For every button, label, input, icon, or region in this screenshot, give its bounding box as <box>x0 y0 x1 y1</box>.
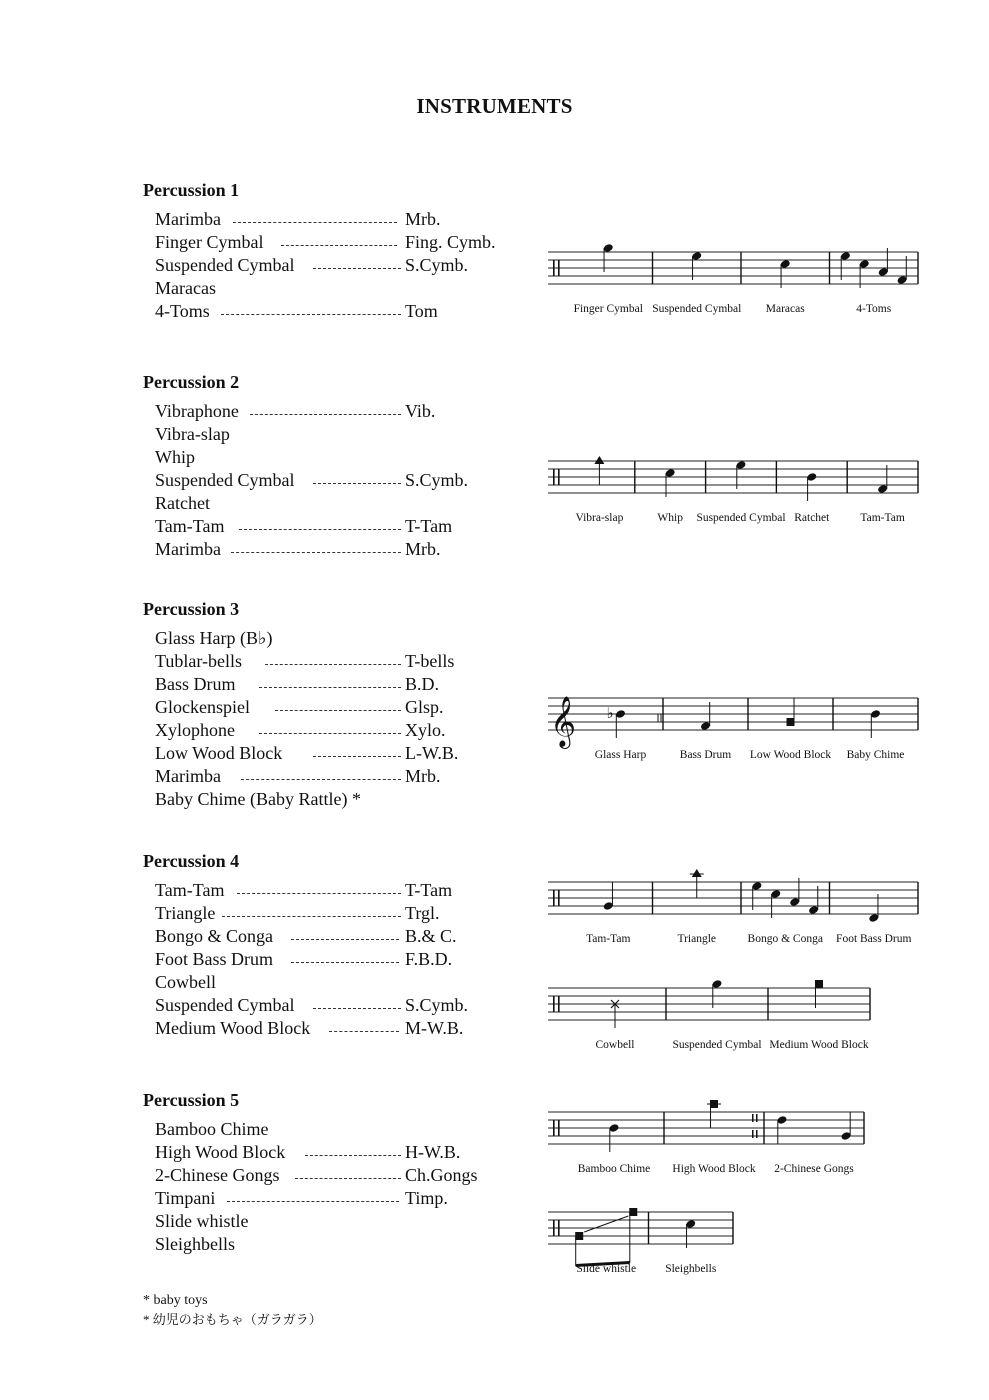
instrument-abbr: T-Tam <box>405 880 453 900</box>
staff-percussion-4b <box>548 976 870 1051</box>
square-notehead <box>575 1232 583 1240</box>
page-title: INSTRUMENTS <box>416 94 573 118</box>
staff-percussion-5a <box>548 1100 864 1175</box>
leader-dashes <box>265 664 401 665</box>
measure-label: Medium Wood Block <box>769 1039 869 1051</box>
instrument-name: Sleighbells <box>155 1234 235 1254</box>
instrument-row <box>155 1141 461 1164</box>
section-percussion-1 <box>143 179 496 323</box>
instrument-abbr: B.& C. <box>405 926 457 946</box>
staff-percussion-5b <box>548 1200 733 1275</box>
measure-label: 2-Chinese Gongs <box>774 1163 854 1175</box>
instrument-row <box>155 1187 448 1210</box>
measure-label: Vibra-slap <box>575 512 624 524</box>
section-heading: Percussion 5 <box>143 1090 240 1110</box>
footnote-english: * baby toys <box>143 1293 208 1308</box>
instrument-abbr: Ch.Gongs <box>405 1165 478 1185</box>
instrument-abbr: Fing. Cymb. <box>405 232 496 252</box>
instrument-abbr: S.Cymb. <box>405 255 469 275</box>
instrument-row <box>155 515 453 538</box>
instrument-row <box>155 650 455 673</box>
measure-label: Tam-Tam <box>586 933 631 945</box>
instrument-abbr: Xylo. <box>405 720 446 740</box>
notation-staff <box>548 1200 733 1275</box>
leader-dashes <box>305 1155 401 1156</box>
notation-staff <box>548 870 918 945</box>
leader-dashes <box>275 710 401 711</box>
section-heading: Percussion 4 <box>143 851 240 871</box>
instrument-abbr: Glsp. <box>405 697 444 717</box>
instrument-name: Slide whistle <box>155 1211 249 1231</box>
measure-label: Bamboo Chime <box>577 1163 651 1175</box>
instrument-row <box>155 254 469 277</box>
instrument-name: Finger Cymbal <box>155 232 264 252</box>
square-notehead <box>815 980 823 988</box>
instrument-name: Medium Wood Block <box>155 1018 311 1038</box>
section-percussion-5 <box>143 1089 478 1256</box>
instrument-abbr: Vib. <box>405 401 436 421</box>
instrument-row <box>155 742 459 765</box>
measure-label: Whip <box>657 512 683 524</box>
percussion-clef-change-icon <box>752 1114 754 1122</box>
instrument-name: Marimba <box>155 209 221 229</box>
instrument-abbr: Mrb. <box>405 209 441 229</box>
instrument-abbr: Timp. <box>405 1188 448 1208</box>
percussion-clef-icon <box>553 890 555 906</box>
leader-dashes <box>313 483 401 484</box>
instrument-name: 2-Chinese Gongs <box>155 1165 280 1185</box>
instrument-row <box>155 1017 464 1040</box>
instrument-row <box>155 719 446 742</box>
instrument-name: Vibra-slap <box>155 424 230 444</box>
section-heading: Percussion 1 <box>143 180 240 200</box>
flat-icon: ♭ <box>606 704 614 722</box>
instrument-name: Xylophone <box>155 720 235 740</box>
percussion-clef-icon <box>553 469 555 485</box>
measure-label: High Wood Block <box>672 1163 756 1175</box>
percussion-clef-change-icon <box>752 1130 754 1138</box>
leader-dashes <box>233 222 397 223</box>
percussion-clef-icon <box>553 996 555 1012</box>
measure-label: Foot Bass Drum <box>836 933 912 945</box>
notation-staff <box>548 449 918 524</box>
measure-label: Tam-Tam <box>860 512 905 524</box>
measure-label: Triangle <box>677 933 717 945</box>
staff-percussion-1 <box>548 240 918 315</box>
measure-label: Bass Drum <box>679 749 732 761</box>
instrument-row <box>155 492 239 515</box>
instrument-row <box>155 994 469 1017</box>
measure-label: Maracas <box>765 303 805 315</box>
instrument-abbr: Trgl. <box>405 903 440 923</box>
square-notehead <box>787 718 795 726</box>
percussion-clef-icon <box>558 260 560 276</box>
instrument-name: Whip <box>155 447 195 467</box>
instrument-row <box>155 469 469 492</box>
section-percussion-4 <box>143 850 469 1040</box>
leader-dashes <box>250 414 401 415</box>
instrument-name: Bongo & Conga <box>155 926 274 946</box>
percussion-clef-icon <box>553 1120 555 1136</box>
instrument-name: Marimba <box>155 766 221 786</box>
notation-staff <box>548 976 870 1051</box>
instrument-name: Foot Bass Drum <box>155 949 274 969</box>
instrument-row <box>155 208 441 231</box>
treble-clef-icon: 𝄞 <box>550 696 577 747</box>
notation-staff <box>548 686 918 761</box>
instrument-row <box>155 627 273 650</box>
instrument-row <box>155 879 453 902</box>
instrument-name: High Wood Block <box>155 1142 286 1162</box>
staff-percussion-4a <box>548 870 918 945</box>
square-notehead <box>629 1208 637 1216</box>
measure-label: Finger Cymbal <box>573 303 643 315</box>
leader-dashes <box>259 687 401 688</box>
leader-dashes <box>281 245 397 246</box>
leader-dashes <box>241 779 401 780</box>
percussion-clef-icon <box>553 1220 555 1236</box>
instrument-row <box>155 538 441 561</box>
instrument-name: Maracas <box>155 278 216 298</box>
leader-dashes <box>231 552 401 553</box>
leader-dashes <box>329 1031 399 1032</box>
instrument-name: Low Wood Block <box>155 743 283 763</box>
instrument-name: Baby Chime (Baby Rattle) * <box>155 789 361 809</box>
instrument-abbr: S.Cymb. <box>405 995 469 1015</box>
instrument-abbr: Tom <box>405 301 438 321</box>
instrument-name: Tam-Tam <box>155 516 225 536</box>
measure-label: Baby Chime <box>846 749 905 761</box>
instrument-abbr: T-Tam <box>405 516 453 536</box>
percussion-clef-icon <box>553 260 555 276</box>
instrument-name: Bamboo Chime <box>155 1119 269 1139</box>
instrument-name: 4-Toms <box>155 301 210 321</box>
instrument-name: Suspended Cymbal <box>155 995 295 1015</box>
square-notehead <box>710 1100 718 1108</box>
instrument-name: Timpani <box>155 1188 216 1208</box>
instrument-name: Cowbell <box>155 972 216 992</box>
leader-dashes <box>221 314 401 315</box>
instrument-abbr: Mrb. <box>405 766 441 786</box>
instrument-list <box>155 627 459 811</box>
instrument-row <box>155 277 239 300</box>
instrument-row <box>155 300 438 323</box>
leader-dashes <box>259 733 401 734</box>
measure-label: Suspended Cymbal <box>672 1039 762 1051</box>
glissando-line <box>584 1216 628 1232</box>
measure-label: Cowbell <box>595 1039 635 1051</box>
instrument-name: Suspended Cymbal <box>155 255 295 275</box>
leader-dashes <box>291 939 399 940</box>
percussion-clef-icon <box>558 469 560 485</box>
leader-dashes <box>295 1178 401 1179</box>
instrument-name: Bass Drum <box>155 674 236 694</box>
percussion-clef-change-icon <box>756 1114 758 1122</box>
instrument-row <box>155 902 440 925</box>
percussion-clef-icon <box>558 1120 560 1136</box>
instrument-row <box>155 1118 269 1141</box>
leader-dashes <box>313 756 401 757</box>
instrument-name: Ratchet <box>155 493 210 513</box>
instrument-name: Glockenspiel <box>155 697 250 717</box>
instrument-list <box>155 1118 478 1256</box>
leader-dashes <box>313 1008 401 1009</box>
instrument-row <box>155 1210 249 1233</box>
percussion-clef-icon <box>558 996 560 1012</box>
section-heading: Percussion 3 <box>143 599 240 619</box>
instrument-abbr: S.Cymb. <box>405 470 469 490</box>
instrument-row <box>155 1164 478 1187</box>
instrument-abbr: M-W.B. <box>405 1018 464 1038</box>
instrument-list <box>155 208 496 323</box>
instrument-abbr: Mrb. <box>405 539 441 559</box>
instrument-row <box>155 1233 239 1256</box>
leader-dashes <box>291 962 399 963</box>
section-percussion-3 <box>143 598 459 811</box>
leader-dashes <box>227 1201 399 1202</box>
section-heading: Percussion 2 <box>143 372 240 392</box>
instrument-abbr: F.B.D. <box>405 949 453 969</box>
leader-dashes <box>239 529 401 530</box>
instrument-list <box>155 879 469 1040</box>
instrument-row <box>155 400 436 423</box>
footnote-japanese: * 幼児のおもちゃ（ガラガラ） <box>143 1312 322 1327</box>
instrument-name: Marimba <box>155 539 221 559</box>
measure-label: Glass Harp <box>594 749 647 761</box>
instrument-name: Suspended Cymbal <box>155 470 295 490</box>
notation-staff <box>548 1100 864 1175</box>
instrument-abbr: H-W.B. <box>405 1142 461 1162</box>
measure-label: Sleighbells <box>665 1263 717 1275</box>
staff-percussion-2 <box>548 449 918 524</box>
instrument-row <box>155 446 239 469</box>
section-percussion-2 <box>143 371 469 561</box>
instrument-row <box>155 788 361 811</box>
instrument-name: Triangle <box>155 903 216 923</box>
measure-label: Low Wood Block <box>749 749 832 761</box>
instrument-name: Vibraphone <box>155 401 239 421</box>
percussion-clef-icon <box>558 890 560 906</box>
measure-label: Ratchet <box>794 512 830 524</box>
instrument-abbr: B.D. <box>405 674 440 694</box>
instrument-row <box>155 971 239 994</box>
instrument-abbr: T-bells <box>405 651 455 671</box>
staff-percussion-3 <box>548 686 918 761</box>
leader-dashes <box>222 916 401 917</box>
instrument-row <box>155 696 444 719</box>
measure-label: Bongo & Conga <box>747 933 823 945</box>
instrument-name: Glass Harp (B♭) <box>155 628 273 648</box>
percussion-clef-change-icon <box>756 1130 758 1138</box>
instrument-list <box>155 400 469 561</box>
leader-dashes <box>313 268 401 269</box>
notation-staff <box>548 240 918 315</box>
instrument-name: Tublar-bells <box>155 651 242 671</box>
instrument-abbr: L-W.B. <box>405 743 459 763</box>
instrument-row <box>155 673 440 696</box>
measure-label: Suspended Cymbal <box>652 303 742 315</box>
instrument-row <box>155 765 441 788</box>
instrument-row <box>155 948 453 971</box>
instrument-row <box>155 423 239 446</box>
leader-dashes <box>237 893 401 894</box>
instrument-row <box>155 231 496 254</box>
measure-label: 4-Toms <box>856 303 892 315</box>
percussion-clef-icon <box>558 1220 560 1236</box>
measure-label: Suspended Cymbal <box>696 512 786 524</box>
instrument-name: Tam-Tam <box>155 880 225 900</box>
instrument-row <box>155 925 457 948</box>
measure-label: Slide whistle <box>576 1263 637 1275</box>
